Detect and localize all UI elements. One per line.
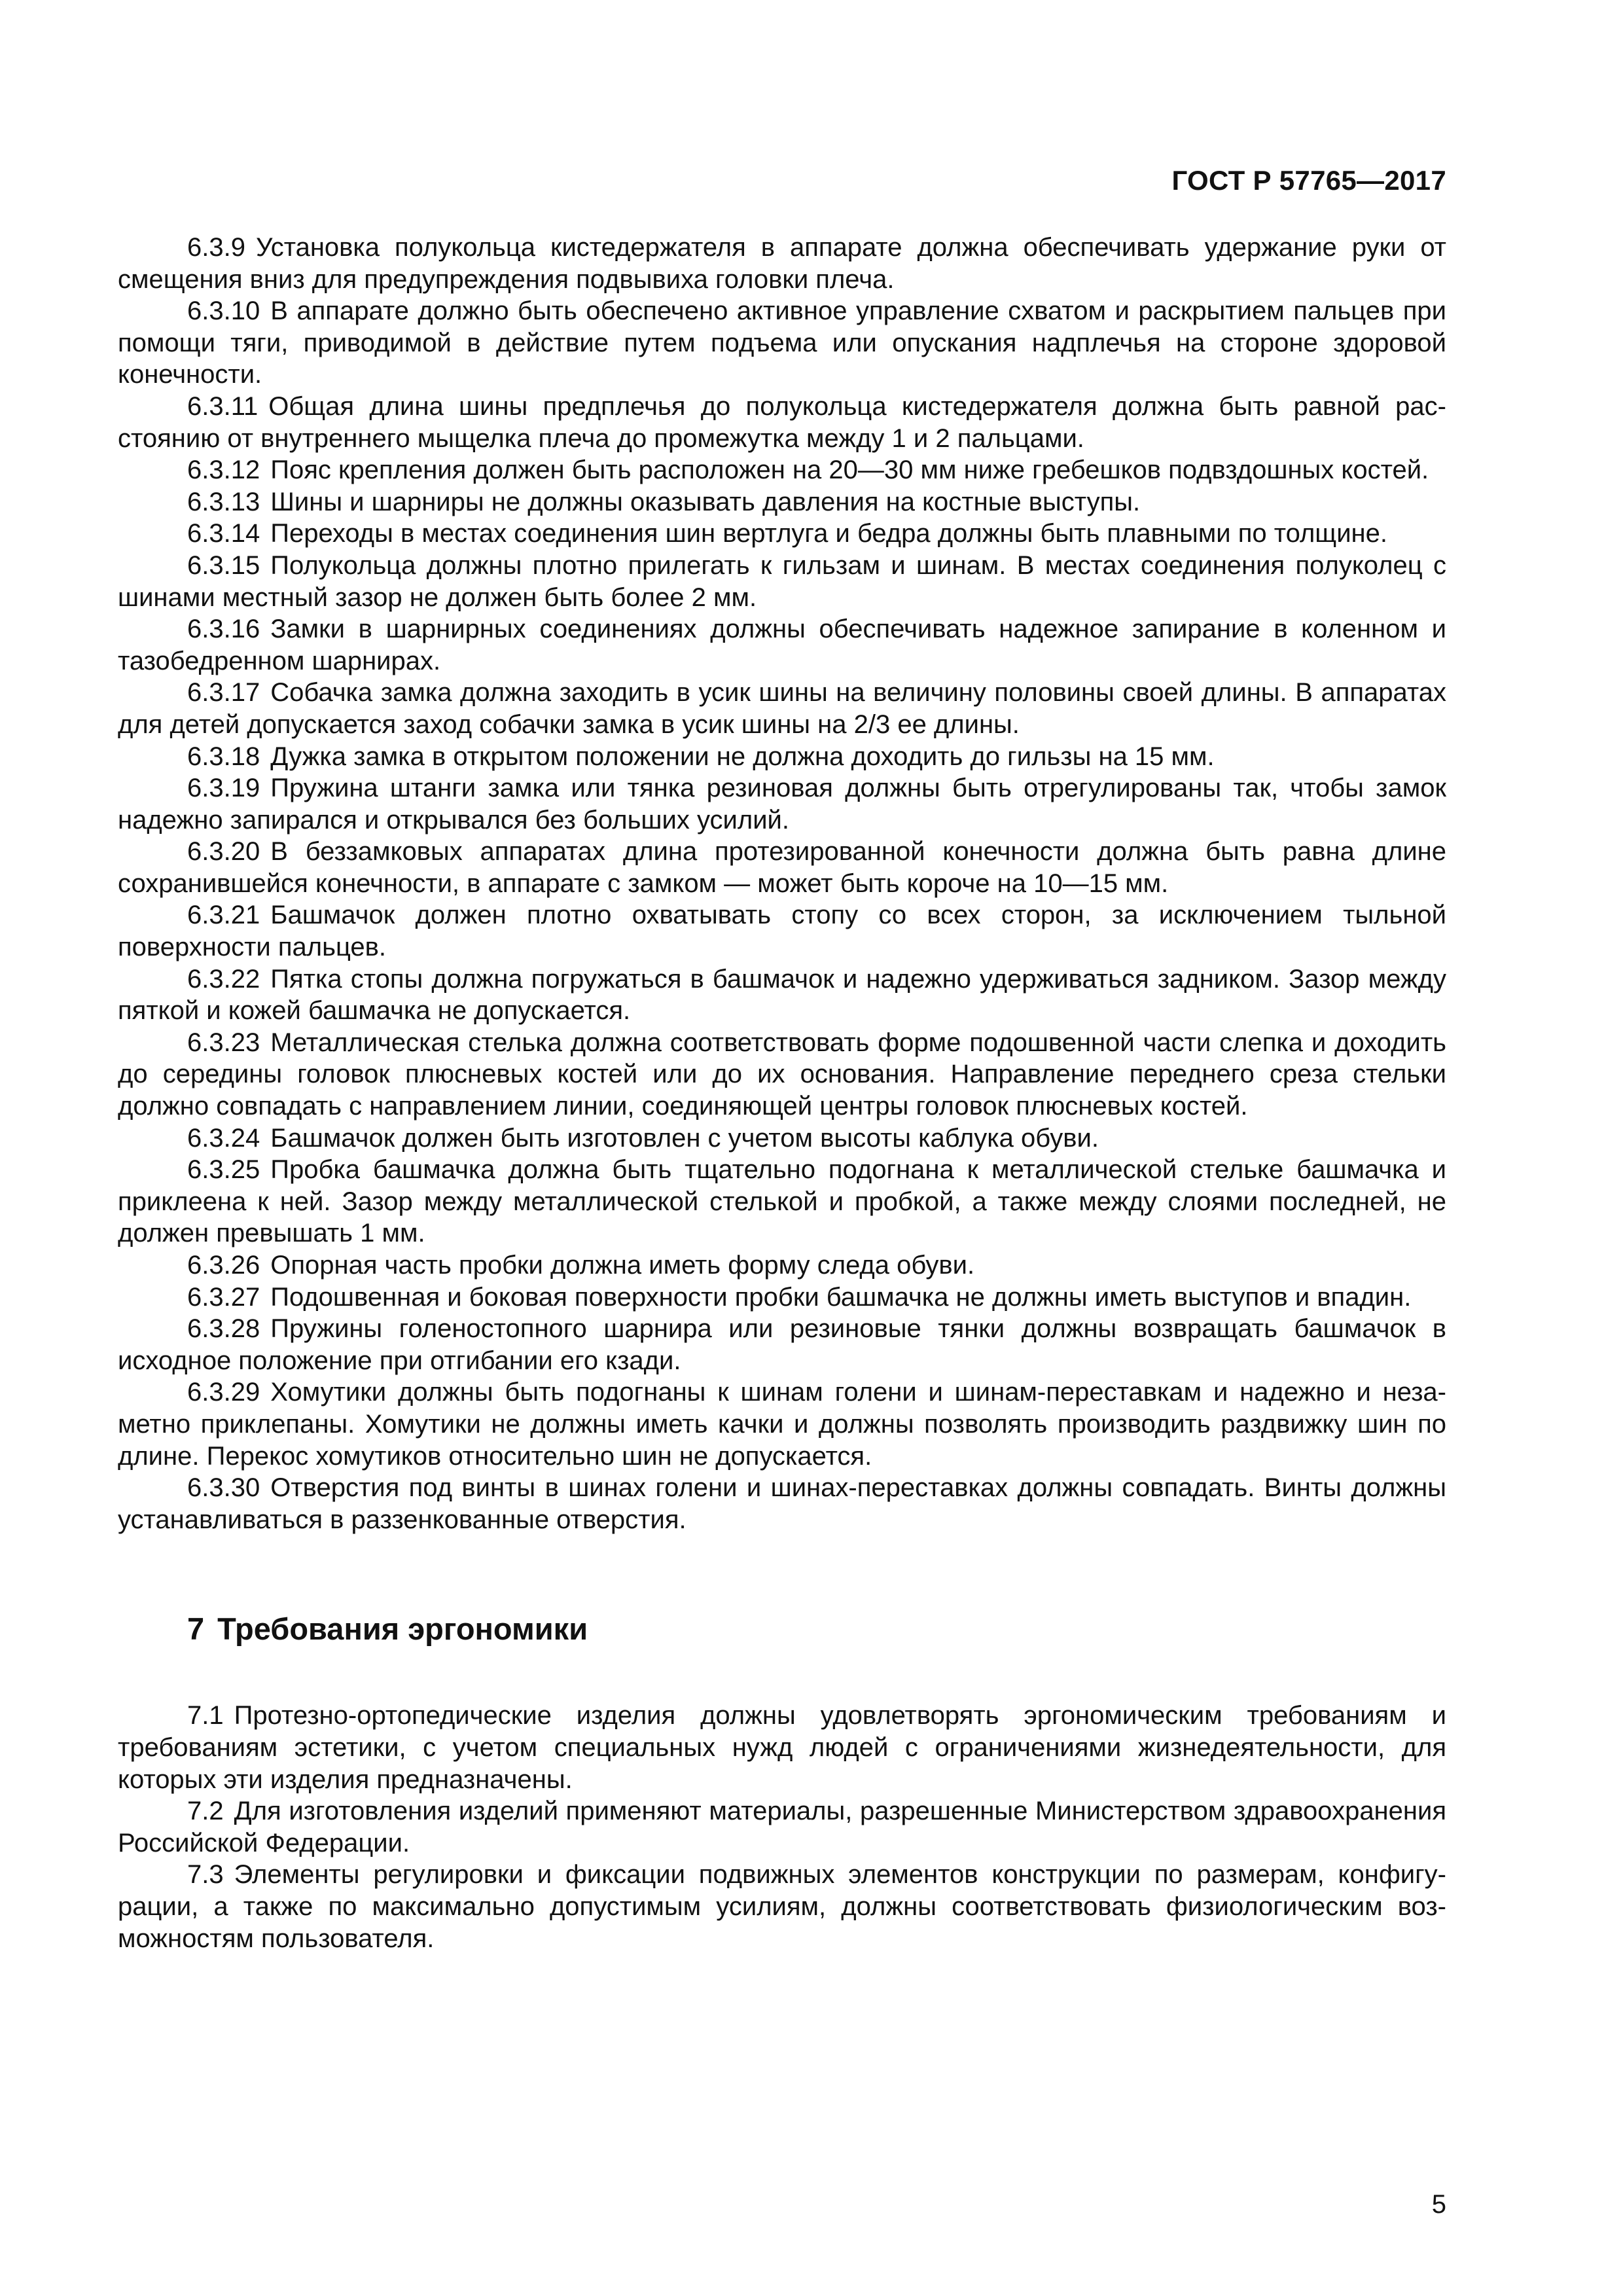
clause-text: Полукольца должны плотно прилегать к гильзам и шинам. В местах соединения полуколец с шинами местный зазор не должен быть более 2 мм.	[118, 550, 1446, 612]
clause-paragraph	[118, 1700, 1446, 1795]
clause-number: 6.3.9	[187, 233, 245, 262]
clause-number: 6.3.23	[187, 1028, 260, 1057]
clause-paragraph	[118, 550, 1446, 613]
clause-text: Пробка башмачка должна быть тщательно подогнана к металлической стельке башмачка и приклеена к ней. Зазор между металлической стелькой и пробкой, а также между слоями последней, не должен превышать 1 мм.	[118, 1155, 1446, 1248]
clause-number: 6.3.22	[187, 964, 260, 994]
clause-text: Собачка замка должна заходить в усик шины на величину половины своей длины. В аппаратах для детей допускается заход собачки замка в усик шины на 2/3 ее длины.	[118, 678, 1446, 739]
clause-number: 6.3.19	[187, 774, 260, 803]
clause-paragraph	[118, 454, 1446, 486]
section-heading	[118, 1611, 1446, 1647]
clause-paragraph	[118, 1859, 1446, 1954]
clause-text: Протезно-ортопедические изделия должны удовлетворять эргономическим требованиям и требованиям эстетики, с учетом специальных нужд людей с ограничениями жизнедеятельности, для которых эти изделия предназначены.	[118, 1701, 1446, 1794]
clause-text: Пояс крепления должен быть расположен на 20—30 мм ниже гребешков подвздошных костей.	[270, 456, 1429, 485]
clause-paragraph	[118, 391, 1446, 454]
clauses-section-6	[118, 232, 1446, 1535]
clauses-section-7	[118, 1700, 1446, 1954]
clause-text: Общая длина шины предплечья до полукольца кистедержателя должна быть равной расстоянию от внутреннего мыщелка плеча до промежутка между 1 и 2 пальцами.	[118, 391, 1446, 453]
page-content	[118, 232, 1446, 1954]
clause-number: 6.3.14	[187, 519, 260, 548]
clause-paragraph	[118, 295, 1446, 391]
clause-text: Пятка стопы должна погружаться в башмачок и надежно удерживаться задником. Зазор между пяткой и кожей башмачка не допускается.	[118, 964, 1446, 1026]
clause-paragraph	[118, 1122, 1446, 1155]
clause-text: Отверстия под винты в шинах голени и шинах-переставках должны совпадать. Винты должны устанавливаться в раззенкованные отверстия.	[118, 1473, 1446, 1534]
clause-text: В аппарате должно быть обеспечено активное управление схватом и раскрытием пальцев при помощи тяги, приводимой в действие путем подъема или опускания надплечья на стороне здоровой конечности.	[118, 296, 1446, 389]
clause-text: Башмачок должен быть изготовлен с учетом высоты каблука обуви.	[270, 1123, 1099, 1153]
clause-text: Башмачок должен плотно охватывать стопу со всех сторон, за исключением тыльной поверхности пальцев.	[118, 901, 1446, 962]
clause-number: 6.3.17	[187, 678, 260, 708]
clause-number: 6.3.30	[187, 1473, 260, 1503]
clause-text: Элементы регулировки и фиксации подвижных элементов конструкции по размерам, конфигурации, а также по максимально допустимым усилиям, должны соответствовать физиологическим возможностям пользователя.	[118, 1860, 1446, 1953]
clause-number: 6.3.12	[187, 456, 260, 485]
clause-number: 6.3.18	[187, 742, 260, 771]
document-code: ГОСТ Р 57765—2017	[1171, 165, 1446, 196]
clause-paragraph	[118, 1282, 1446, 1314]
clause-text: В беззамковых аппаратах длина протезированной конечности должна быть равна длине сохранившейся конечности, в аппарате с замком — может быть короче на 10—15 мм.	[118, 837, 1446, 898]
clause-paragraph	[118, 1795, 1446, 1859]
clause-number: 6.3.28	[187, 1314, 260, 1344]
section-number: 7	[187, 1611, 205, 1647]
clause-paragraph	[118, 1376, 1446, 1472]
clause-paragraph	[118, 1027, 1446, 1122]
clause-paragraph	[118, 963, 1446, 1027]
clause-number: 6.3.25	[187, 1155, 260, 1185]
clause-paragraph	[118, 899, 1446, 963]
clause-paragraph	[118, 1472, 1446, 1535]
clause-paragraph	[118, 613, 1446, 677]
clause-text: Металлическая стелька должна соответствовать форме подошвенной части слепка и доходить до середины головок плюсневых костей или до их основания. Направление переднего среза стельки должно совпадать с направлением линии, соединяющей центры головок плюсневых костей.	[118, 1028, 1446, 1121]
clause-number: 7.2	[187, 1797, 224, 1826]
clause-paragraph	[118, 486, 1446, 518]
clause-number: 6.3.27	[187, 1282, 260, 1312]
clause-text: Опорная часть пробки должна иметь форму следа обуви.	[270, 1251, 975, 1280]
clause-text: Пружина штанги замка или тянка резиновая должны быть отрегулированы так, чтобы замок надежно запирался и открывался без больших усилий.	[118, 774, 1446, 834]
clause-number: 6.3.10	[187, 296, 260, 326]
clause-paragraph	[118, 518, 1446, 550]
clause-number: 6.3.11	[187, 391, 259, 421]
page-number: 5	[1431, 2190, 1446, 2219]
clause-number: 6.3.21	[187, 901, 260, 930]
clause-number: 6.3.15	[187, 550, 260, 580]
clause-number: 6.3.20	[187, 837, 260, 867]
clause-text: Замки в шарнирных соединениях должны обеспечивать надежное запирание в коленном и тазобедренном шарнирах.	[118, 615, 1446, 675]
clause-number: 7.3	[187, 1860, 224, 1890]
clause-number: 7.1	[187, 1701, 224, 1731]
clause-number: 6.3.24	[187, 1123, 260, 1153]
clause-text: Подошвенная и боковая поверхности пробки башмачка не должны иметь выступов и впадин.	[270, 1282, 1412, 1312]
clause-number: 6.3.26	[187, 1251, 260, 1280]
clause-text: Дужка замка в открытом положении не должна доходить до гильзы на 15 мм.	[270, 742, 1215, 771]
clause-paragraph	[118, 1249, 1446, 1282]
clause-paragraph	[118, 677, 1446, 740]
clause-text: Для изготовления изделий применяют материалы, разрешенные Министерством здравоохранения Российской Федерации.	[118, 1797, 1446, 1857]
clause-paragraph	[118, 232, 1446, 295]
clause-number: 6.3.13	[187, 487, 260, 516]
clause-text: Хомутики должны быть подогнаны к шинам голени и шинам-переставкам и надежно и незаметно приклепаны. Хомутики не должны иметь качки и должны позволять производить раздвижку шин по длине. Перекос хомутиков относительно шин не допускается.	[118, 1378, 1446, 1471]
clause-text: Пружины голеностопного шарнира или резиновые тянки должны возвращать башмачок в исходное положение при отгибании его кзади.	[118, 1314, 1446, 1375]
clause-text: Установка полукольца кистедержателя в аппарате должна обеспечивать удержание руки от смещения вниз для предупреждения подвывиха головки плеча.	[118, 233, 1446, 294]
clause-number: 6.3.29	[187, 1378, 260, 1407]
clause-number: 6.3.16	[187, 615, 260, 644]
clause-paragraph	[118, 1154, 1446, 1249]
clause-paragraph	[118, 836, 1446, 899]
clause-paragraph	[118, 1313, 1446, 1376]
clause-text: Шины и шарниры не должны оказывать давления на костные выступы.	[270, 487, 1141, 516]
section-title: Требования эргономики	[217, 1611, 588, 1647]
clause-paragraph	[118, 741, 1446, 773]
clause-paragraph	[118, 772, 1446, 836]
clause-text: Переходы в местах соединения шин вертлуга и бедра должны быть плавными по толщине.	[270, 519, 1387, 548]
